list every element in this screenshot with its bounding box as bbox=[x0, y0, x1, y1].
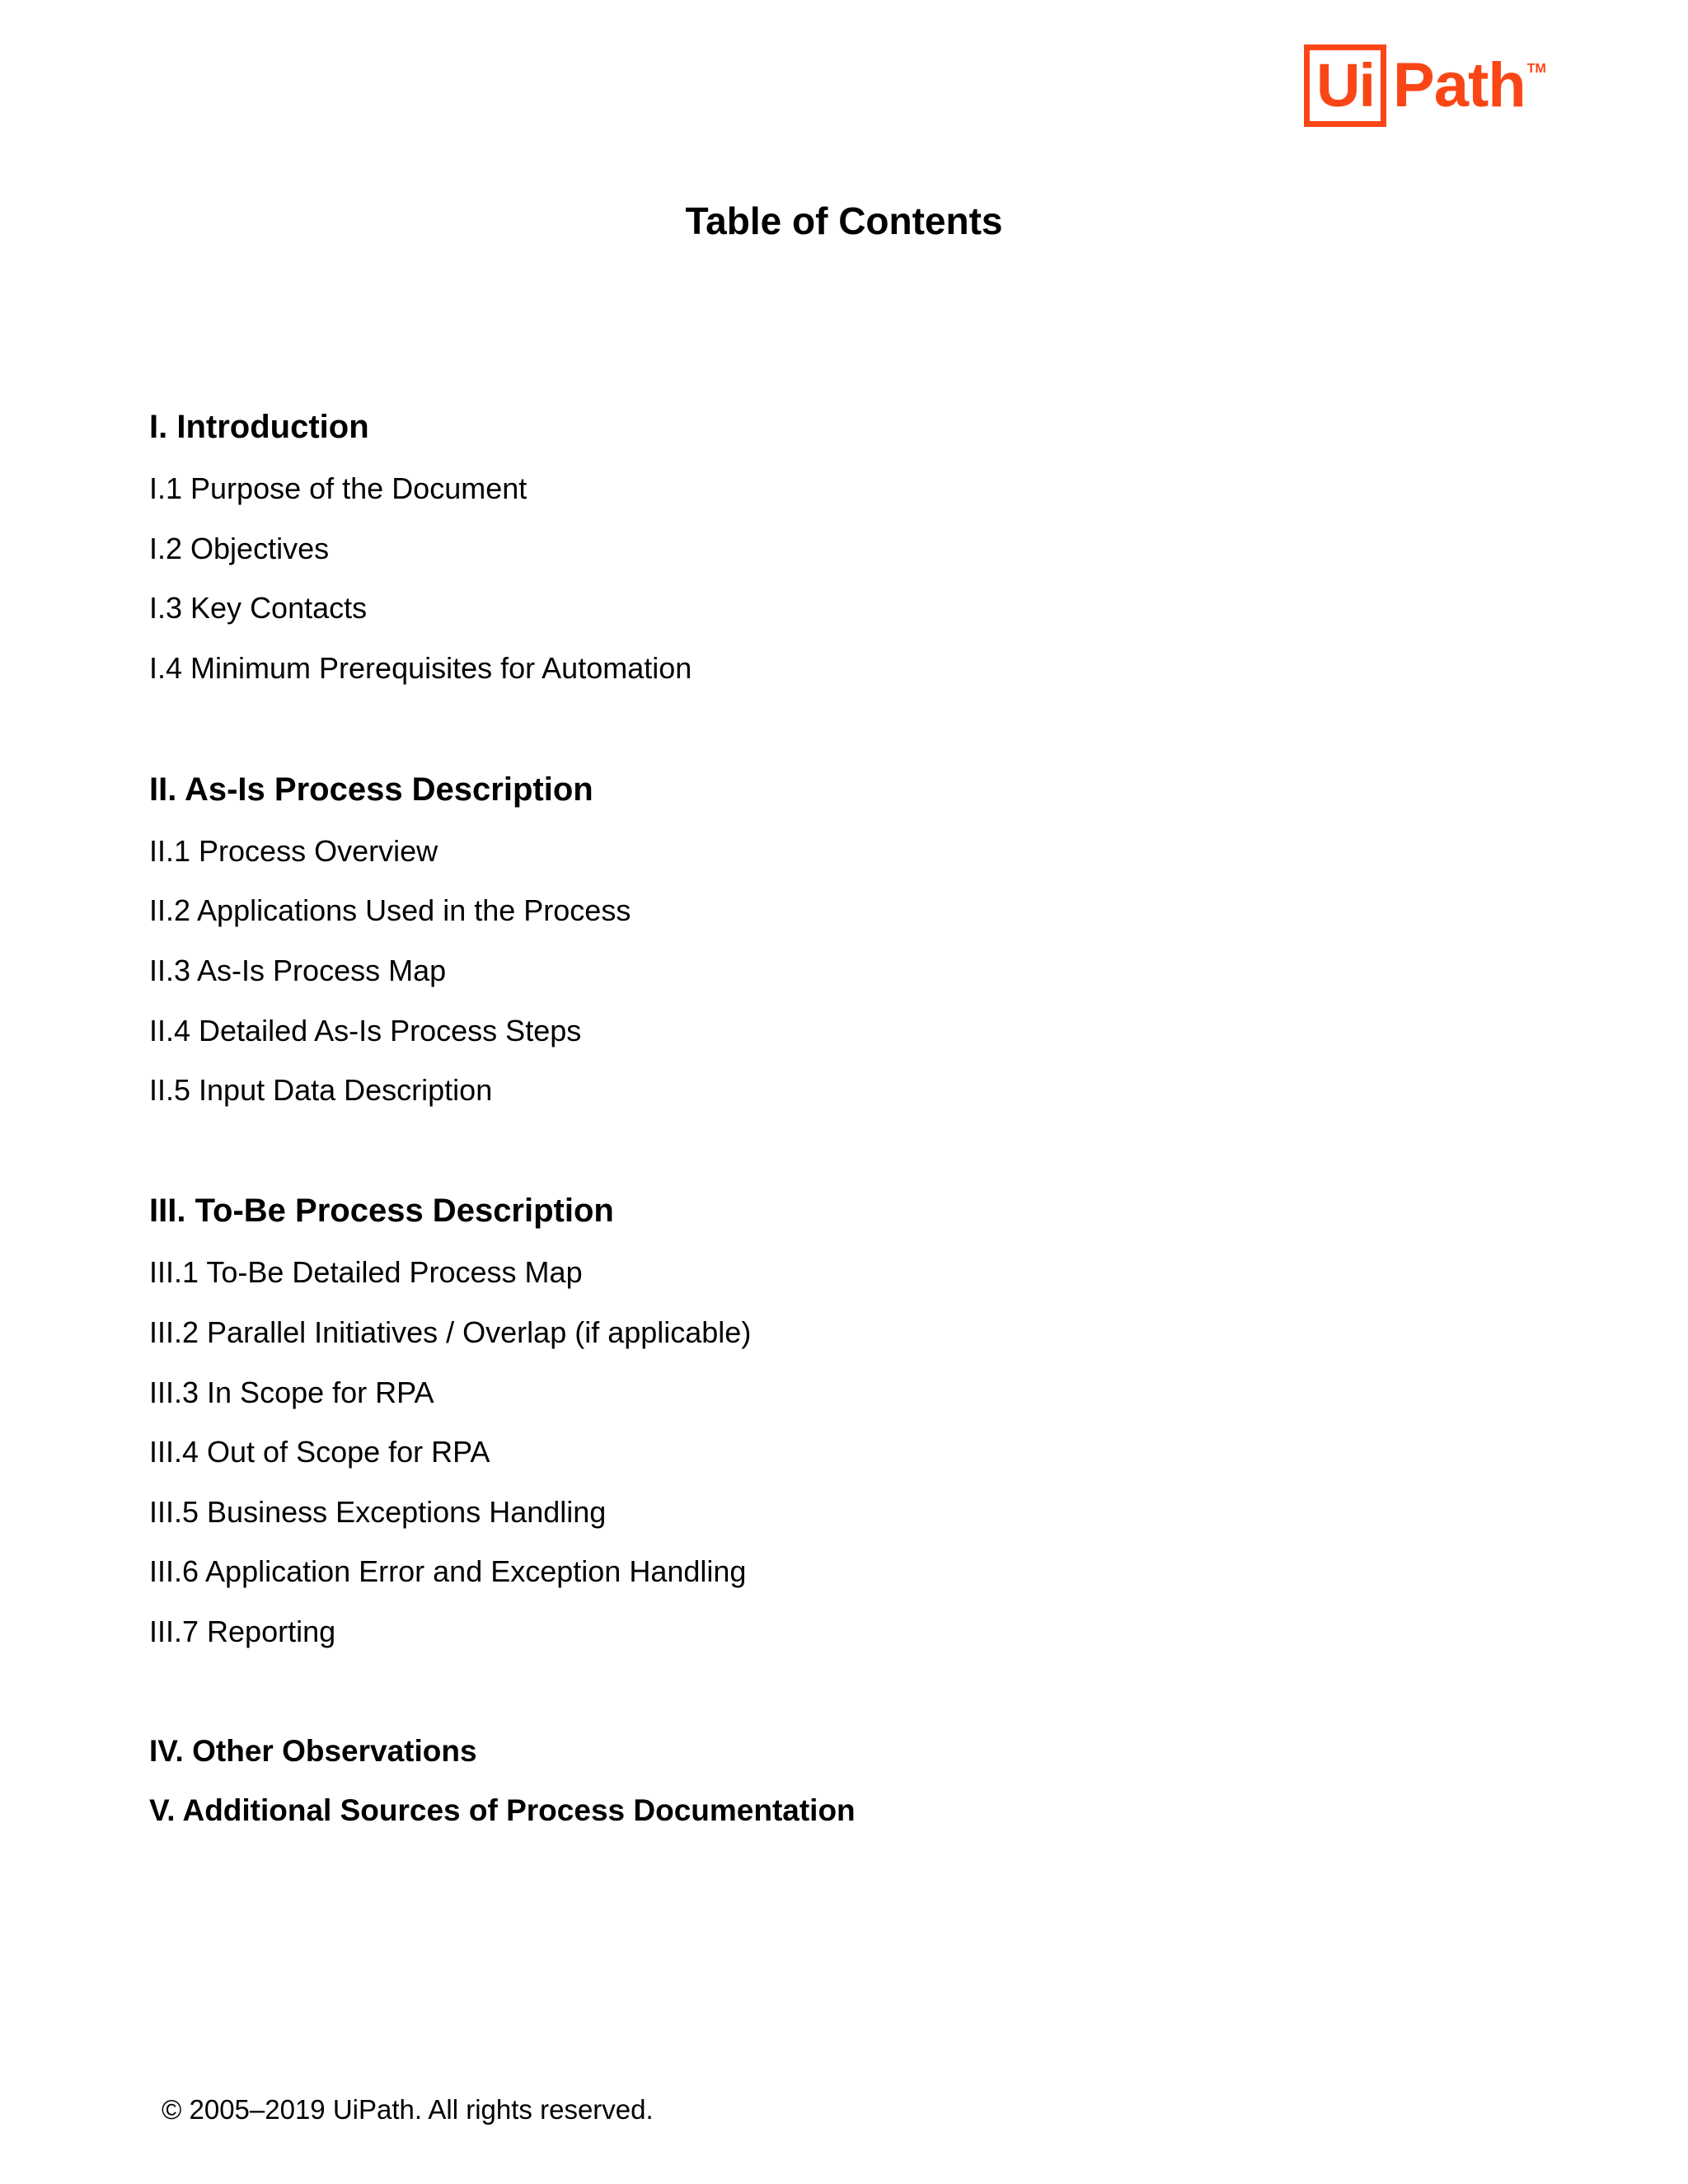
toc-section-heading[interactable]: I. Introduction bbox=[149, 409, 369, 445]
toc-entry[interactable]: I.3 Key Contacts bbox=[149, 591, 368, 625]
toc-entry[interactable]: III.7 Reporting bbox=[149, 1615, 336, 1648]
toc-entry[interactable]: II.2 Applications Used in the Process bbox=[149, 893, 631, 927]
toc-entry[interactable]: III.6 Application Error and Exception Handling bbox=[149, 1554, 747, 1588]
toc-entry[interactable]: II.1 Process Overview bbox=[149, 834, 438, 868]
toc-entry[interactable]: III.1 To-Be Detailed Process Map bbox=[149, 1255, 583, 1289]
toc-section-heading[interactable]: IV. Other Observations bbox=[149, 1734, 477, 1768]
toc-section-heading[interactable]: III. To-Be Process Description bbox=[149, 1193, 614, 1229]
toc-entry[interactable]: I.4 Minimum Prerequisites for Automation bbox=[149, 651, 692, 685]
logo-ui-box: Ui bbox=[1304, 45, 1386, 127]
toc-entry[interactable]: I.1 Purpose of the Document bbox=[149, 471, 528, 505]
toc-section-heading[interactable]: V. Additional Sources of Process Documentation bbox=[149, 1793, 856, 1827]
toc-entry[interactable]: III.2 Parallel Initiatives / Overlap (if applicable) bbox=[149, 1315, 752, 1349]
uipath-logo bbox=[1304, 45, 1546, 127]
logo-path-text: Path bbox=[1393, 50, 1526, 120]
toc-entry[interactable]: I.2 Objectives bbox=[149, 532, 330, 565]
toc-entry[interactable]: III.4 Out of Scope for RPA bbox=[149, 1435, 490, 1469]
toc-entry[interactable]: II.4 Detailed As-Is Process Steps bbox=[149, 1014, 582, 1047]
toc-section-heading[interactable]: II. As-Is Process Description bbox=[149, 771, 593, 808]
page-title: Table of Contents bbox=[685, 199, 1003, 242]
logo-trademark: TM bbox=[1526, 62, 1546, 76]
toc-entry[interactable]: III.5 Business Exceptions Handling bbox=[149, 1495, 607, 1529]
copyright-footer: © 2005–2019 UiPath. All rights reserved. bbox=[162, 2094, 654, 2125]
toc-entry[interactable]: II.3 As-Is Process Map bbox=[149, 954, 447, 987]
toc-entry[interactable]: II.5 Input Data Description bbox=[149, 1073, 493, 1107]
toc-entry[interactable]: III.3 In Scope for RPA bbox=[149, 1376, 434, 1409]
